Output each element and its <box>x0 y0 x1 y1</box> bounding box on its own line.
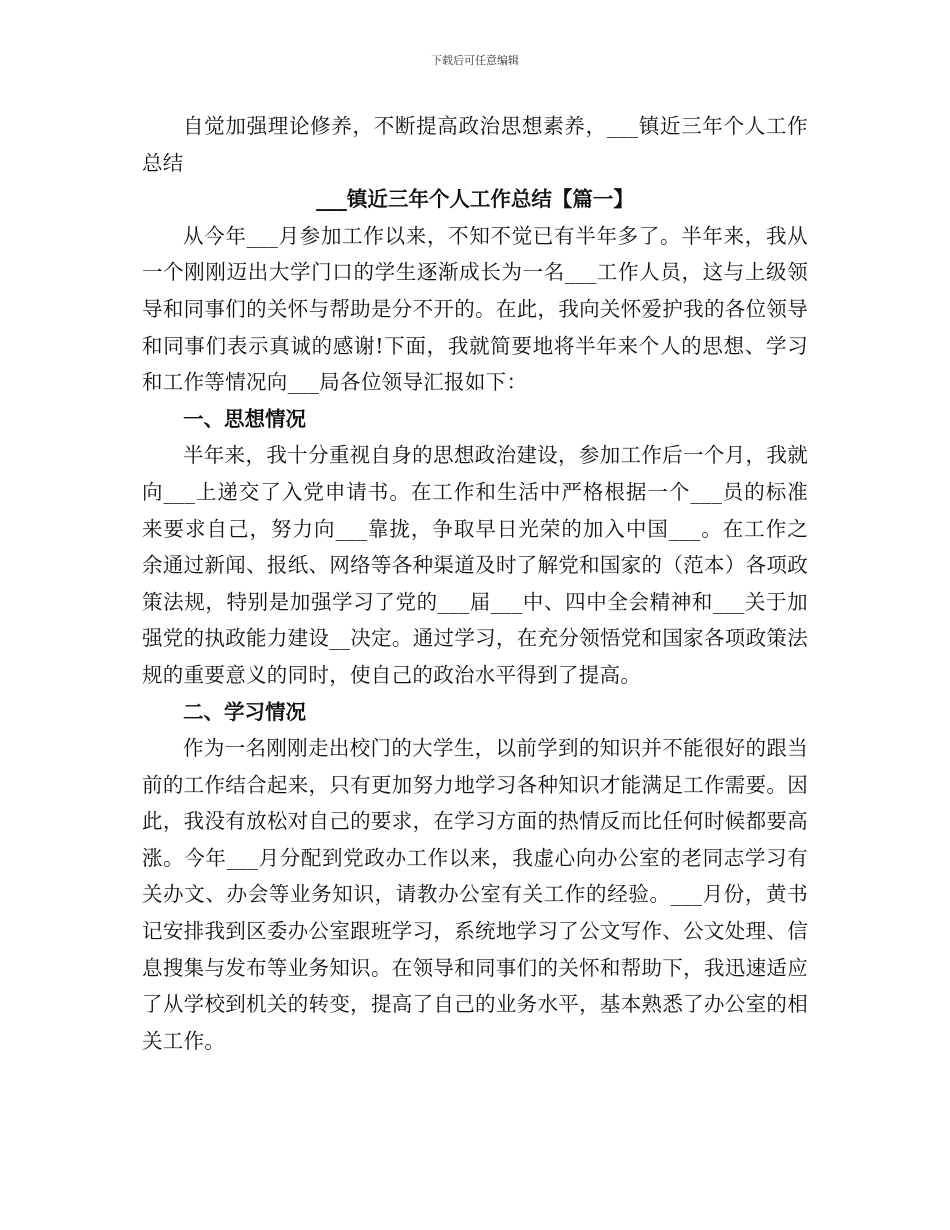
page-header-note: 下载后可任意编辑 <box>431 54 519 67</box>
opening-paragraph: 从今年___月参加工作以来，不知不觉已有半年多了。半年来，我从一个刚刚迈出大学门口的学生逐渐成长为一名___工作人员，这与上级领导和同事们的关怀与帮助是分不开的。在此，我向关怀爱护我的各位领导和同事们表示真诚的感谢!下面，我就简要地将半年来个人的思想、学习和工作等情况向___局各位领导汇报如下： <box>142 223 808 395</box>
section-text-thought: 半年来，我十分重视自身的思想政治建设，参加工作后一个月，我就向___上递交了入党申请书。在工作和生活中严格根据一个___员的标准来要求自己，努力向___靠拢，争取早日光荣的加入中国___。在工作之余通过新闻、报纸、网络等各种渠道及时了解党和国家的（范本）各项政策法规，特别是加强学习了党的___届___中、四中全会精神和___关于加强党的执政能力建设__决定。通过学习，在充分领悟党和国家各项政策法规的重要意义的同时，使自己的政治水平得到了提高。 <box>142 443 808 687</box>
intro-paragraph: 自觉加强理论修养，不断提高政治思想素养，___镇近三年个人工作总结 <box>142 114 808 175</box>
section-heading-study: 二、学习情况 <box>183 699 306 724</box>
document-body <box>142 108 808 1059</box>
section-text-study: 作为一名刚刚走出校门的大学生，以前学到的知识并不能很好的跟当前的工作结合起来，只有更加努力地学习各种知识才能满足工作需要。因此，我没有放松对自己的要求，在学习方面的热情反而比任何时候都要高涨。今年___月分配到党政办工作以来，我虚心向办公室的老同志学习有关办文、办会等业务知识，请教办公室有关工作的经验。___月份，黄书记安排我到区委办公室跟班学习，系统地学习了公文写作、公文处理、信息搜集与发布等业务知识。在领导和同事们的关怀和帮助下，我迅速适应了从学校到机关的转变，提高了自己的业务水平，基本熟悉了办公室的相关工作。 <box>142 736 808 1053</box>
document-title: ___镇近三年个人工作总结【篇一】 <box>316 187 634 212</box>
section-heading-thought: 一、思想情况 <box>183 406 306 431</box>
